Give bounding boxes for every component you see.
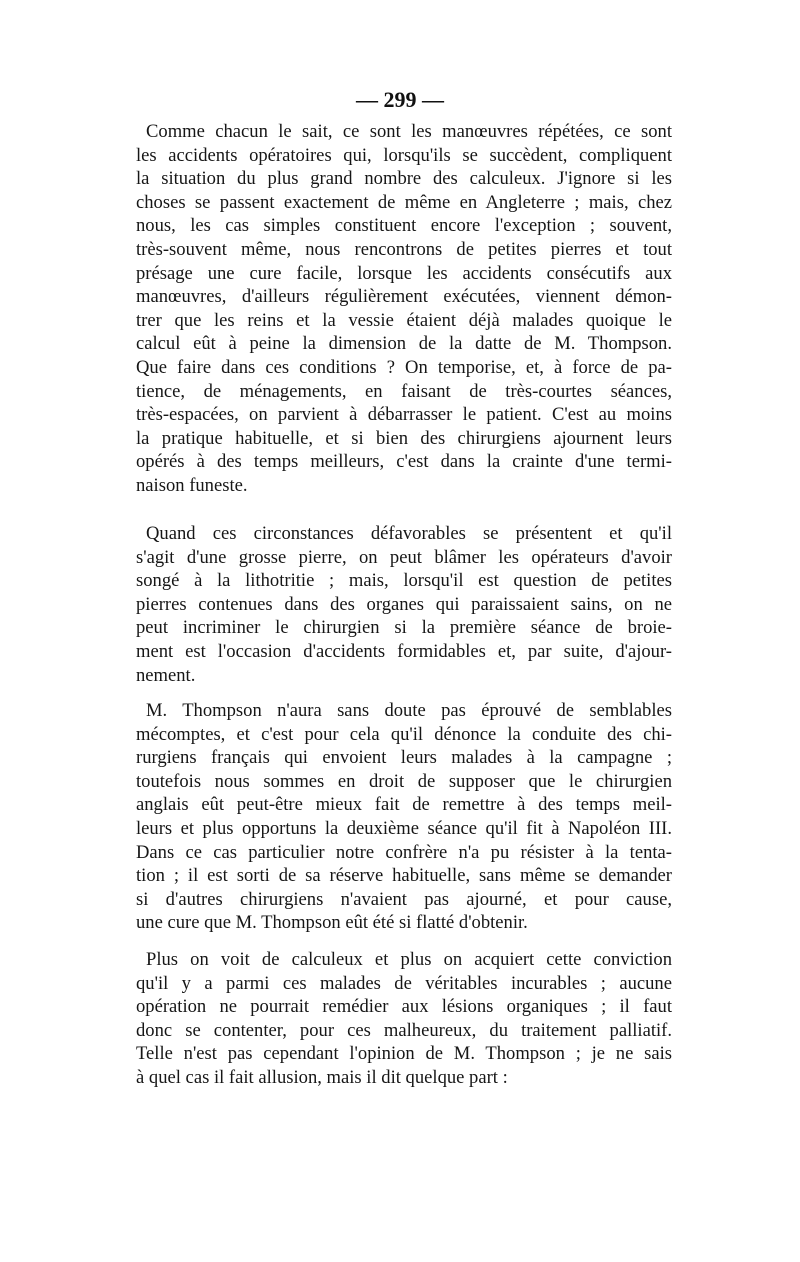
text-line: rurgiens français qui envoient leurs malades à la campagne ; [136, 747, 672, 769]
paragraph-4 [136, 948, 672, 1090]
text-line: choses se passent exactement de même en Angleterre ; mais, chez [136, 191, 672, 213]
text-line: pierres contenues dans des organes qui paraissaient sains, on ne [136, 593, 672, 615]
text-line: calcul eût à peine la dimension de la datte de M. Thompson. [136, 333, 672, 355]
text-line: manœuvres, d'ailleurs régulièrement exécutées, viennent démon- [136, 286, 672, 308]
text-line: Plus on voit de calculeux et plus on acquiert cette conviction [146, 949, 672, 970]
text-line: naison funeste. [136, 474, 248, 496]
text-line: tion ; il est sorti de sa réserve habituelle, sans même se demander [136, 865, 672, 887]
text-line: présage une cure facile, lorsque les accidents consécutifs aux [136, 262, 672, 284]
text-line: Dans ce cas particulier notre confrère n'a pu résister à la tenta- [136, 841, 672, 863]
text-line: nement. [136, 664, 196, 686]
text-line: Telle n'est pas cependant l'opinion de M. Thompson ; je ne sais [136, 1043, 672, 1065]
text-line: tience, de ménagements, en faisant de très-courtes séances, [136, 380, 672, 402]
text-line: Que faire dans ces conditions ? On temporise, et, à force de pa- [136, 356, 672, 378]
text-line: toutefois nous sommes en droit de supposer que le chirurgien [136, 770, 672, 792]
text-line: nous, les cas simples constituent encore l'exception ; souvent, [136, 215, 672, 237]
text-line: mécomptes, et c'est pour cela qu'il dénonce la conduite des chi- [136, 723, 672, 745]
text-line: trer que les reins et la vessie étaient déjà malades quoique le [136, 309, 672, 331]
text-line: songé à la lithotritie ; mais, lorsqu'il est question de petites [136, 570, 672, 592]
text-line: leurs et plus opportuns la deuxième séance qu'il fit à Napoléon III. [136, 817, 672, 839]
text-line: M. Thompson n'aura sans doute pas éprouvé de semblables [146, 700, 672, 721]
text-line: à quel cas il fait allusion, mais il dit quelque part : [136, 1066, 508, 1088]
text-line: anglais eût peut-être mieux fait de remettre à des temps meil- [136, 794, 672, 816]
text-line: si d'autres chirurgiens n'avaient pas ajourné, et pour cause, [136, 888, 672, 910]
text-line: une cure que M. Thompson eût été si flatté d'obtenir. [136, 912, 528, 934]
text-line: les accidents opératoires qui, lorsqu'ils se succèdent, compliquent [136, 144, 672, 166]
text-line: qu'il y a parmi ces malades de véritables incurables ; aucune [136, 972, 672, 994]
text-line: très-souvent même, nous rencontrons de petites pierres et tout [136, 238, 672, 260]
text-line: donc se contenter, pour ces malheureux, du traitement palliatif. [136, 1019, 672, 1041]
text-line: peut incriminer le chirurgien si la première séance de broie- [136, 617, 672, 639]
paragraph-1 [136, 120, 672, 498]
text-line: Comme chacun le sait, ce sont les manœuvres répétées, ce sont [146, 121, 672, 142]
page-number: — 299 — [356, 87, 444, 112]
text-line: la situation du plus grand nombre des calculeux. J'ignore si les [136, 168, 672, 190]
text-line: s'agit d'une grosse pierre, on peut blâmer les opérateurs d'avoir [136, 546, 672, 568]
text-line: Quand ces circonstances défavorables se présentent et qu'il [146, 523, 672, 544]
paragraph-2 [136, 522, 672, 687]
text-line: opération ne pourrait remédier aux lésions organiques ; il faut [136, 996, 672, 1018]
paragraph-3 [136, 699, 672, 935]
text-line: la pratique habituelle, et si bien des chirurgiens ajournent leurs [136, 427, 672, 449]
text-line: ment est l'occasion d'accidents formidables et, par suite, d'ajour- [136, 640, 672, 662]
text-line: opérés à des temps meilleurs, c'est dans la crainte d'une termi- [136, 451, 672, 473]
text-line: très-espacées, on parvient à débarrasser le patient. C'est au moins [136, 404, 672, 426]
